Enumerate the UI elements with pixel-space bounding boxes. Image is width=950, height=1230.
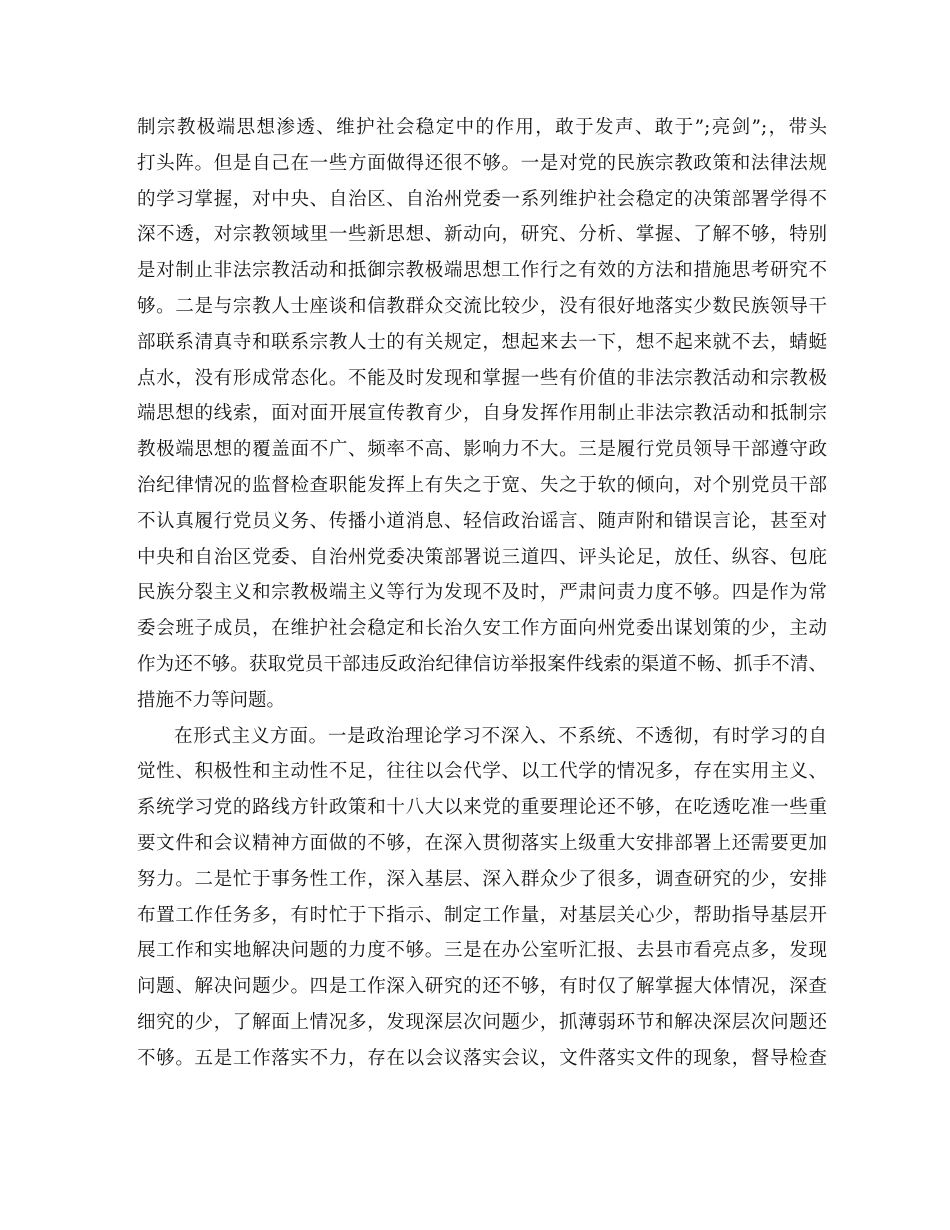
text-line: 深不透，对宗教领域里一些新思想、新动向，研究、分析、掌握、了解不够，特别 <box>137 224 827 246</box>
text-line: 委会班子成员，在维护社会稳定和长治久安工作方面向州党委出谋划策的少，主动 <box>137 618 827 640</box>
paragraph-2 <box>137 719 827 1077</box>
text-line: 作为还不够。获取党员干部违反政治纪律信访举报案件线索的渠道不畅、抓手不清、 <box>137 653 827 675</box>
text-line: 中央和自治区党委、自治州党委决策部署说三道四、评头论足，放任、纵容、包庇 <box>137 546 827 568</box>
text-line: 治纪律情况的监督检查职能发挥上有失之于宽、失之于软的倾向，对个别党员干部 <box>137 474 827 496</box>
text-line: 细究的少，了解面上情况多，发现深层次问题少，抓薄弱环节和解决深层次问题还 <box>137 1011 827 1033</box>
document-body <box>137 110 827 1077</box>
text-line: 觉性、积极性和主动性不足，往往以会代学、以工代学的情况多，存在实用主义、 <box>137 761 827 783</box>
text-line: 够。二是与宗教人士座谈和信教群众交流比较少，没有很好地落实少数民族领导干 <box>137 295 827 317</box>
text-line: 点水，没有形成常态化。不能及时发现和掌握一些有价值的非法宗教活动和宗教极 <box>137 367 827 389</box>
text-line: 端思想的线索，面对面开展宣传教育少，自身发挥作用制止非法宗教活动和抵制宗 <box>137 403 827 425</box>
text-line: 制宗教极端思想渗透、维护社会稳定中的作用，敢于发声、敢于”;亮剑”;，带头 <box>137 117 827 138</box>
text-line: 努力。二是忙于事务性工作，深入基层、深入群众少了很多，调查研究的少，安排 <box>137 868 827 890</box>
text-line: 教极端思想的覆盖面不广、频率不高、影响力不大。三是履行党员领导干部遵守政 <box>137 439 827 461</box>
text-line: 是对制止非法宗教活动和抵御宗教极端思想工作行之有效的方法和措施思考研究不 <box>137 260 827 282</box>
paragraph-1 <box>137 110 827 719</box>
text-line: 部联系清真寺和联系宗教人士的有关规定，想起来去一下，想不起来就不去，蜻蜓 <box>137 331 827 353</box>
text-line: 在形式主义方面。一是政治理论学习不深入、不系统、不透彻，有时学习的自 <box>174 725 827 747</box>
text-line: 系统学习党的路线方针政策和十八大以来党的重要理论还不够，在吃透吃准一些重 <box>137 797 827 819</box>
text-line: 措施不力等问题。 <box>137 689 286 711</box>
text-line: 要文件和会议精神方面做的不够，在深入贯彻落实上级重大安排部署上还需要更加 <box>137 832 827 854</box>
text-line: 打头阵。但是自己在一些方面做得还很不够。一是对党的民族宗教政策和法律法规 <box>137 152 827 174</box>
text-line: 布置工作任务多，有时忙于下指示、制定工作量，对基层关心少，帮助指导基层开 <box>137 904 827 926</box>
text-line: 问题、解决问题少。四是工作深入研究的还不够，有时仅了解掌握大体情况，深查 <box>137 976 827 998</box>
text-line: 不认真履行党员义务、传播小道消息、轻信政治谣言、随声附和错误言论，甚至对 <box>137 510 827 532</box>
text-line: 不够。五是工作落实不力，存在以会议落实会议，文件落实文件的现象，督导检查 <box>137 1047 827 1069</box>
text-line: 展工作和实地解决问题的力度不够。三是在办公室听汇报、去县市看亮点多，发现 <box>137 940 827 962</box>
text-line: 的学习掌握，对中央、自治区、自治州党委一系列维护社会稳定的决策部署学得不 <box>137 188 827 210</box>
text-line: 民族分裂主义和宗教极端主义等行为发现不及时，严肃问责力度不够。四是作为常 <box>137 582 827 604</box>
